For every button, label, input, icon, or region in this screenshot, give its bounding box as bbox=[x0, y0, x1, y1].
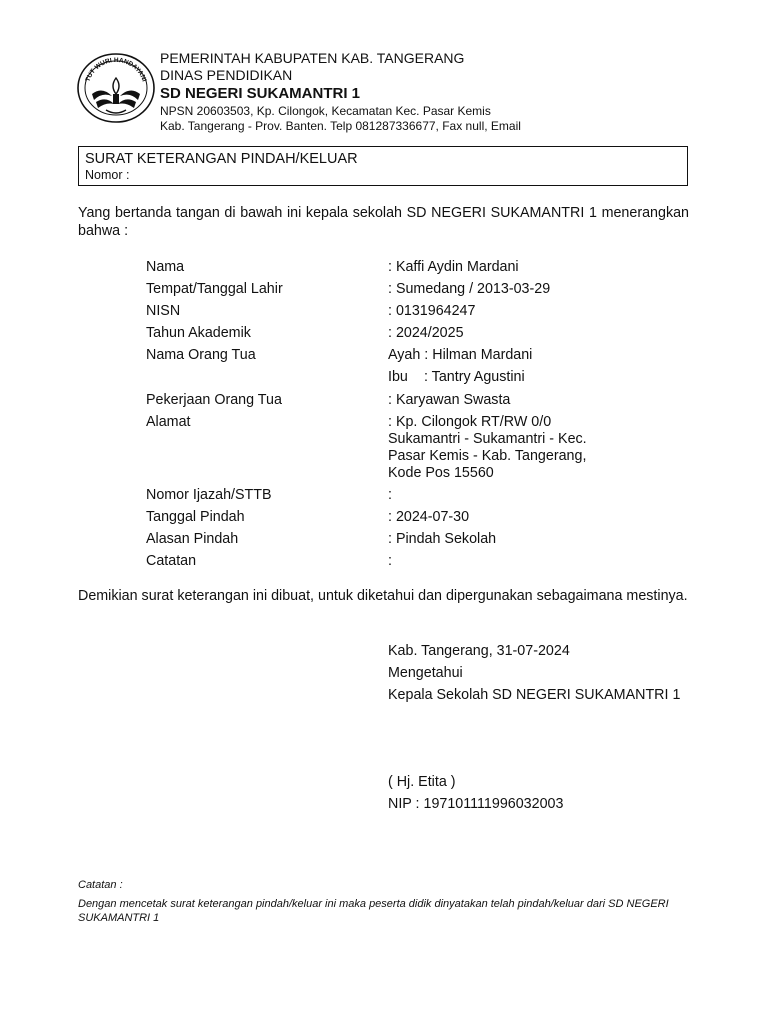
letter-number: Nomor : bbox=[85, 168, 130, 182]
field-label-nama: Nama bbox=[146, 259, 185, 275]
field-value-alamat-3: Pasar Kemis - Kab. Tangerang, bbox=[388, 448, 587, 464]
field-value-nisn: : 0131964247 bbox=[388, 303, 476, 319]
government-line: PEMERINTAH KABUPATEN KAB. TANGERANG bbox=[160, 50, 465, 66]
field-label-tanggal: Tanggal Pindah bbox=[146, 509, 245, 525]
letter-title: SURAT KETERANGAN PINDAH/KELUAR bbox=[85, 151, 358, 167]
footnote-text: Dengan mencetak surat keterangan pindah/keluar ini maka peserta didik dinyatakan telah pindah/keluar dari SD NEGERI SUKAMANTRI 1 bbox=[78, 898, 669, 924]
field-label-alasan: Alasan Pindah bbox=[146, 531, 239, 547]
school-contact: Kab. Tangerang - Prov. Banten. Telp 081287336677, Fax null, Email bbox=[160, 119, 521, 133]
signature-acknowledge: Mengetahui bbox=[388, 665, 463, 681]
department-line: DINAS PENDIDIKAN bbox=[160, 67, 293, 83]
field-label-nisn: NISN bbox=[146, 303, 181, 319]
letter-title-box bbox=[78, 146, 688, 186]
school-address: NPSN 20603503, Kp. Cilongok, Kecamatan Kec. Pasar Kemis bbox=[160, 104, 491, 118]
field-value-pekerjaan: : Karyawan Swasta bbox=[388, 392, 511, 408]
field-label-pekerjaan: Pekerjaan Orang Tua bbox=[146, 392, 282, 408]
signature-role: Kepala Sekolah SD NEGERI SUKAMANTRI 1 bbox=[388, 687, 681, 703]
letterhead bbox=[160, 50, 521, 134]
school-name: SD NEGERI SUKAMANTRI 1 bbox=[160, 85, 361, 102]
field-value-tahun: : 2024/2025 bbox=[388, 325, 464, 341]
field-value-ayah: Ayah : Hilman Mardani bbox=[388, 347, 533, 363]
footnote-label: Catatan : bbox=[78, 879, 123, 891]
field-label-tahun: Tahun Akademik bbox=[146, 325, 251, 341]
field-value-ibu: : Tantry Agustini bbox=[424, 369, 525, 385]
field-value-ijazah: : bbox=[388, 487, 392, 503]
field-value-tanggal: : 2024-07-30 bbox=[388, 509, 470, 525]
signature-place-date: Kab. Tangerang, 31-07-2024 bbox=[388, 643, 570, 659]
field-label-ijazah: Nomor Ijazah/STTB bbox=[146, 487, 272, 503]
intro-paragraph: Yang bertanda tangan di bawah ini kepala sekolah SD NEGERI SUKAMANTRI 1 menerangkan bahwa : bbox=[78, 205, 689, 239]
field-label-ttl: Tempat/Tanggal Lahir bbox=[146, 281, 283, 297]
field-label-ibu: Ibu bbox=[388, 369, 408, 385]
field-value-nama: : Kaffi Aydin Mardani bbox=[388, 259, 519, 275]
closing-paragraph: Demikian surat keterangan ini dibuat, untuk diketahui dan dipergunakan sebagaimana mestinya. bbox=[78, 588, 688, 604]
field-label-ortu: Nama Orang Tua bbox=[146, 347, 256, 363]
field-value-catatan: : bbox=[388, 553, 392, 569]
field-value-alamat-4: Kode Pos 15560 bbox=[388, 465, 494, 481]
signatory-name: ( Hj. Etita ) bbox=[388, 774, 456, 790]
field-label-alamat: Alamat bbox=[146, 414, 191, 430]
tut-wuri-handayani-logo bbox=[76, 52, 156, 124]
field-value-alasan: : Pindah Sekolah bbox=[388, 531, 497, 547]
signatory-nip: NIP : 197101111996032003 bbox=[388, 796, 564, 812]
svg-text:TUT WURI HANDAYANI: TUT WURI HANDAYANI bbox=[84, 56, 148, 83]
field-value-alamat-2: Sukamantri - Sukamantri - Kec. bbox=[388, 431, 587, 447]
field-label-catatan: Catatan bbox=[146, 553, 197, 569]
field-value-ttl: : Sumedang / 2013-03-29 bbox=[388, 281, 551, 297]
field-value-alamat-1: : Kp. Cilongok RT/RW 0/0 bbox=[388, 414, 552, 430]
